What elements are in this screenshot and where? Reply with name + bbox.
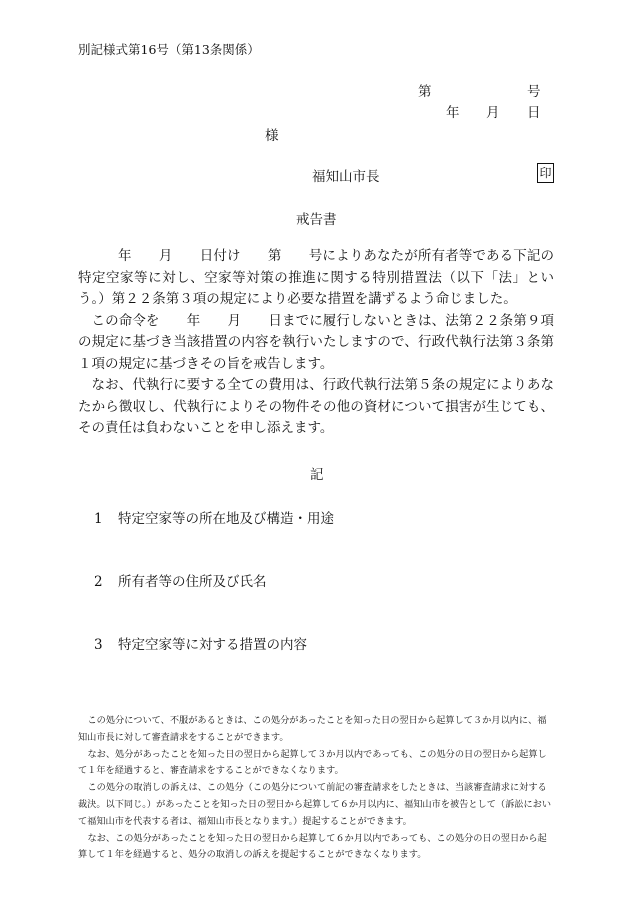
number-prefix: 第 [418,84,432,100]
paragraph-3: なお、代執行に要する全ての費用は、行政代執行法第５条の規定によりあなたから徴収し、代執行によりその物件その他の資材について損害が生じても、その責任は負わないことを申し添えます。 [78,377,554,436]
number-suffix: 号 [527,84,541,100]
form-label: 別記様式第16号（第13条関係） [78,42,260,57]
addressee-honorific: 様 [265,128,279,144]
item-label: 所有者等の住所及び氏名 [118,574,267,590]
item-2 [94,570,267,590]
item-label: 特定空家等の所在地及び構造・用途 [118,511,334,527]
body-text [78,246,554,440]
paragraph-2: この命令を 年 月 日までに履行しないときは、法第２２条第９項の規定に基づき当該措置の内容を執行いたしますので、行政代執行法第３条第１項の規定に基づきその旨を戒告します。 [78,312,554,372]
item-number: 2 [94,574,103,590]
item-label: 特定空家等に対する措置の内容 [118,637,307,653]
sender-name: 福知山市長 [312,169,380,185]
ki-heading: 記 [310,467,324,483]
note-2: なお、処分があったことを知った日の翌日から起算して３か月以内であっても、この処分の日の翌日から起算して１年を経過すると、審査請求をすることができなくなります。 [78,748,547,777]
paragraph-1: 年 月 日付け 第 号によりあなたが所有者等である下記の特定空家等に対し、空家等対策の推進に関する特別措置法（以下「法」という。）第２２条第３項の規定により必要な措置を講ずるよう命じました。 [78,248,554,307]
date-day: 日 [527,105,541,121]
document-title: 戒告書 [296,212,337,228]
seal-mark: 印 [537,163,554,183]
note-3: この処分の取消しの訴えは、この処分（この処分について前記の審査請求をしたときは、当該審査請求に対する裁決。以下同じ。）があったことを知った日の翌日から起算して６か月以内に、福知山市を被告として（訴訟において福知山市を代表する者は、福知山市長となります。）提起することができます。 [78,782,552,827]
appeal-notes [78,713,554,864]
note-4: なお、この処分があったことを知った日の翌日から起算して６か月以内であっても、この処分の日の翌日から起算して１年を経過すると、処分の取消しの訴えを提起することができなくなります。 [78,832,547,861]
date-month: 月 [486,105,500,121]
note-1: この処分について、不服があるときは、この処分があったことを知った日の翌日から起算して３か月以内に、福知山市長に対して審査請求をすることができます。 [78,715,547,743]
item-3 [94,633,307,653]
item-number: 1 [94,511,103,527]
date-year: 年 [446,105,460,121]
item-number: 3 [94,637,103,653]
item-1 [94,507,334,527]
